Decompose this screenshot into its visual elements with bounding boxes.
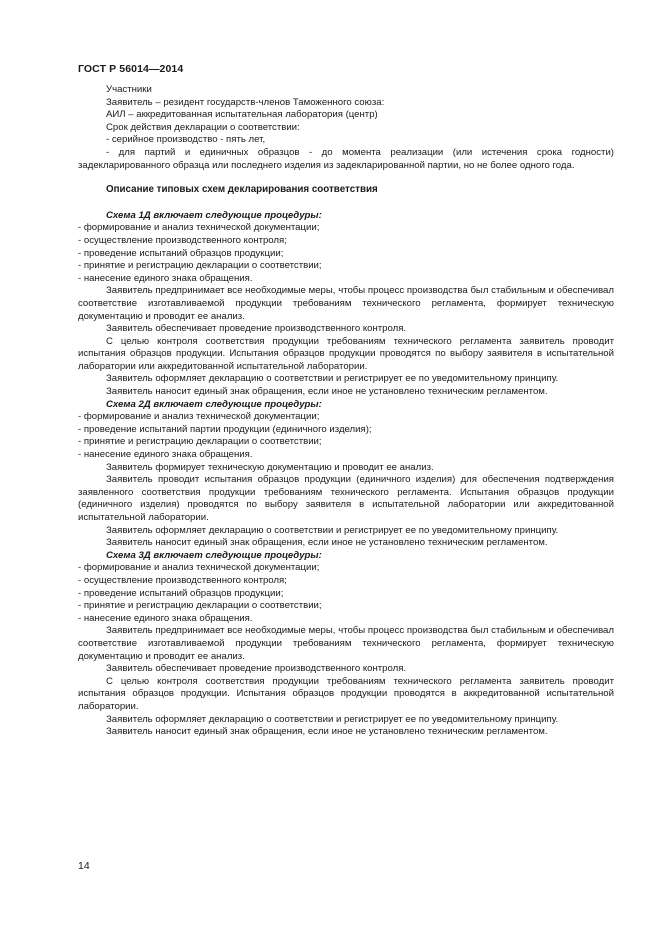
schema-1-paragraph: Заявитель предпринимает все необходимые меры, чтобы процесс производства был стабильным и обеспечивал соответствие изготавливаемой продукции требованиям технического регламента, формирует техническую документацию и проводит ее анализ.: [78, 285, 614, 322]
schema-2-paragraph: Заявитель формирует техническую документацию и проводит ее анализ.: [106, 461, 434, 473]
intro-line: - серийное производство - пять лет,: [106, 134, 266, 146]
schema-3-paragraph: Заявитель наносит единый знак обращения, если иное не установлено техническим регламентом.: [106, 726, 548, 738]
intro-line: Участники: [106, 84, 152, 95]
schema-1-paragraph: Заявитель оформляет декларацию о соответствии и регистрирует ее по уведомительному принципу.: [106, 373, 559, 385]
schema-3-item: - нанесение единого знака обращения.: [78, 612, 253, 624]
schema-3-item: - осуществление производственного контроля;: [78, 574, 287, 586]
schema-2-title: Схема 2Д включает следующие процедуры:: [106, 398, 322, 410]
schema-2-paragraph: Заявитель наносит единый знак обращения, если иное не установлено техническим регламентом.: [106, 537, 548, 549]
schema-3-item: - принятие и регистрацию декларации о соответствии;: [78, 600, 322, 612]
schema-1-item: - нанесение единого знака обращения.: [78, 272, 253, 284]
intro-paragraph: - для партий и единичных образцов - до момента реализации (или истечения срока годности) задекларированного образца или последнего изделия из задекларированной партии, но не более одного года.: [78, 146, 614, 171]
schema-1-paragraph: С целью контроля соответствия продукции требованиям технического регламента заявитель проводит испытания образцов продукции. Испытания образцов продукции проводятся по выбору заявителя в испытательной лаборатории или аккредитованной испытательной лаборатории.: [78, 335, 614, 372]
schema-2-item: - нанесение единого знака обращения.: [78, 449, 253, 461]
document-body: [78, 84, 614, 739]
page-number: 14: [78, 860, 90, 872]
intro-line: Заявитель – резидент государств-членов Таможенного союза:: [106, 96, 385, 108]
intro-line: АИЛ – аккредитованная испытательная лаборатория (центр): [106, 109, 378, 121]
schema-3-item: - формирование и анализ технической документации;: [78, 562, 320, 574]
schema-1-item: - осуществление производственного контроля;: [78, 234, 287, 246]
section-heading: Описание типовых схем декларирования соответствия: [106, 184, 378, 196]
intro-line: Срок действия декларации о соответствии:: [106, 121, 300, 133]
schema-2-item: - формирование и анализ технической документации;: [78, 411, 320, 423]
schema-2-paragraph: Заявитель проводит испытания образцов продукции (единичного изделия) для обеспечения подтверждения заявленного соответствия продукции требованиям технического регламента. Испытания образцов продукции (единичного изделия) проводятся по выбору заявителя в испытательной лаборатории или аккредитованной испытательной лаборатории.: [78, 474, 614, 523]
schema-1-item: - формирование и анализ технической документации;: [78, 222, 320, 234]
schema-1-paragraph: Заявитель наносит единый знак обращения, если иное не установлено техническим регламентом.: [106, 386, 548, 398]
schema-2-paragraph: Заявитель оформляет декларацию о соответствии и регистрирует ее по уведомительному принципу.: [106, 524, 559, 536]
schema-3-paragraph: С целью контроля соответствия продукции требованиям технического регламента заявитель проводит испытания образцов продукции. Испытания образцов продукции проводятся в аккредитованной испытательной лаборатории.: [78, 675, 614, 712]
schema-3-paragraph: Заявитель обеспечивает проведение производственного контроля.: [106, 663, 407, 675]
schema-3-paragraph: Заявитель оформляет декларацию о соответствии и регистрирует ее по уведомительному принципу.: [106, 713, 559, 725]
document-header: ГОСТ Р 56014—2014: [78, 63, 184, 75]
schema-1-item: - принятие и регистрацию декларации о соответствии;: [78, 260, 322, 272]
schema-1-paragraph: Заявитель обеспечивает проведение производственного контроля.: [106, 323, 407, 335]
schema-3-item: - проведение испытаний образцов продукции;: [78, 587, 284, 599]
schema-1-item: - проведение испытаний образцов продукции;: [78, 247, 284, 259]
schema-2-item: - проведение испытаний партии продукции (единичного изделия);: [78, 423, 372, 435]
schema-3-title: Схема 3Д включает следующие процедуры:: [106, 549, 322, 561]
schema-1-title: Схема 1Д включает следующие процедуры:: [106, 209, 322, 221]
schema-2-item: - принятие и регистрацию декларации о соответствии;: [78, 436, 322, 448]
schema-3-paragraph: Заявитель предпринимает все необходимые меры, чтобы процесс производства был стабильным и обеспечивал соответствие изготавливаемой продукции требованиям технического регламента, формирует техническую документацию и проводит ее анализ.: [78, 625, 614, 662]
